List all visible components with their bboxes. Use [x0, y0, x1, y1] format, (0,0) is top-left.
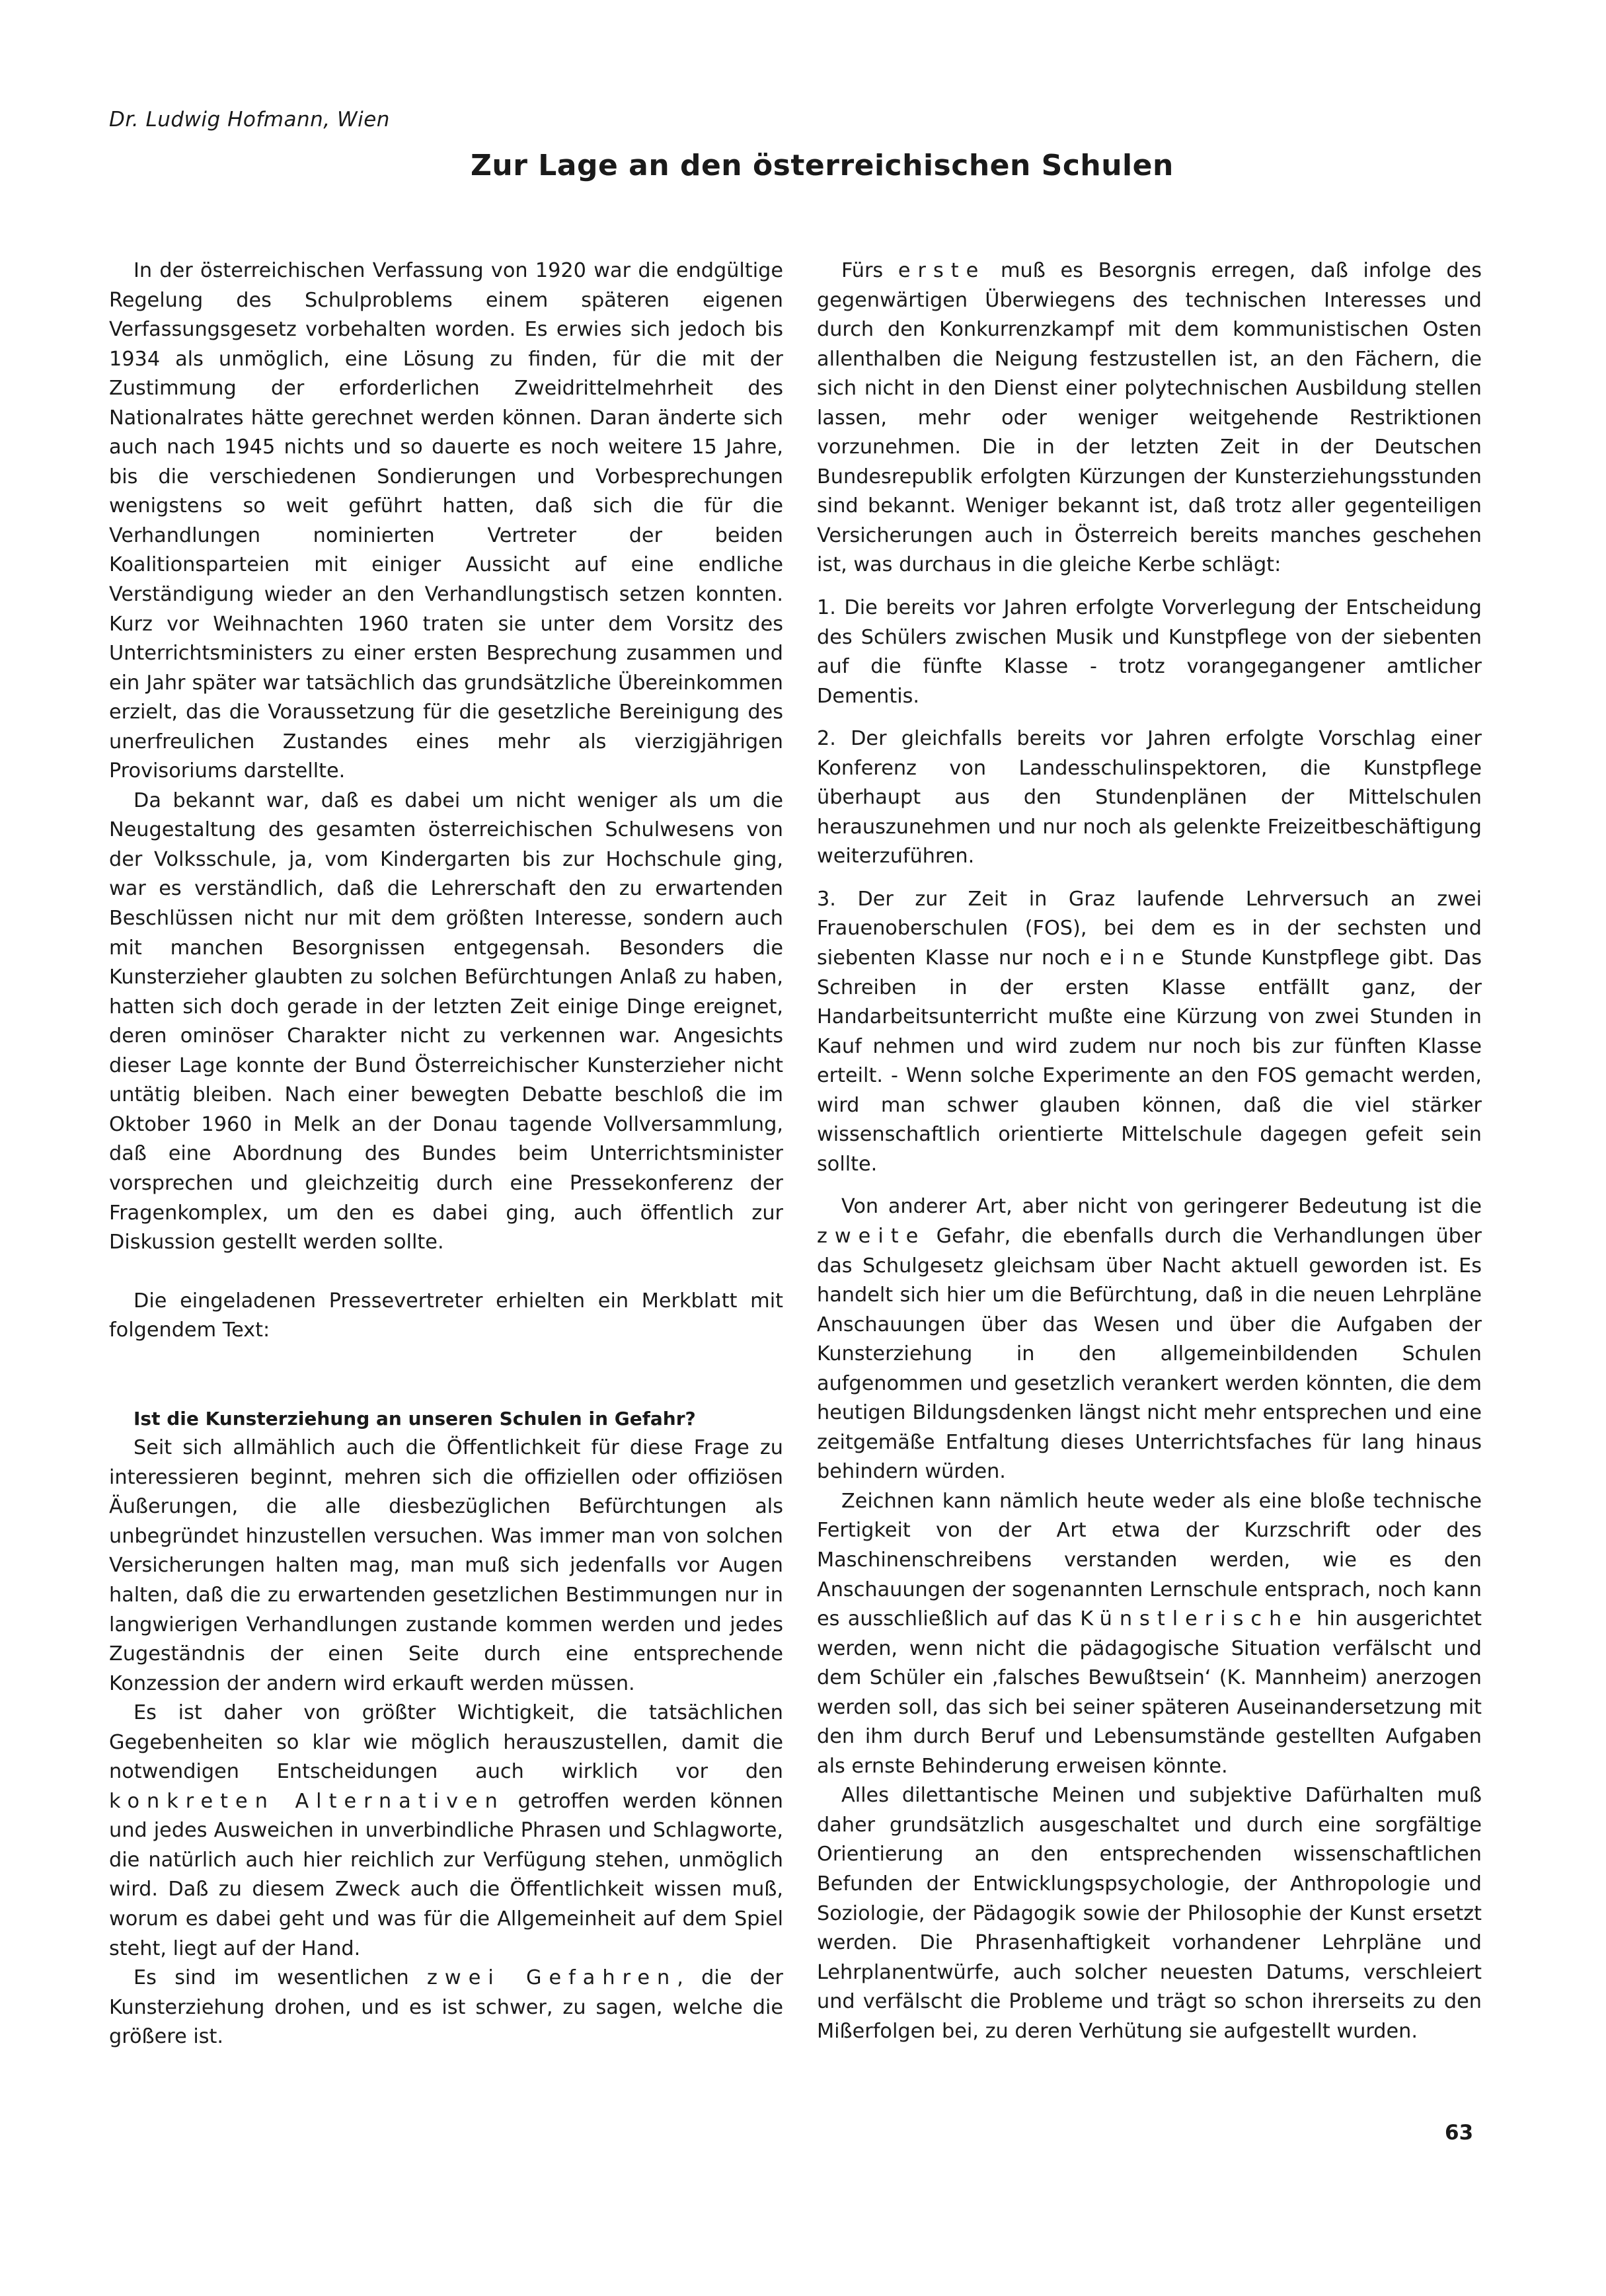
- list-item: [817, 885, 1482, 1179]
- paragraph: [109, 1699, 783, 1964]
- emphasis-spaced: Künstlerische: [1080, 1607, 1309, 1631]
- page-number: 63: [1445, 2121, 1474, 2145]
- text-run: Stunde Kunstpflege gibt. Das Schreiben in der ersten Klasse entfällt ganz, der Handarbeitsunterricht mußte eine Kürzung von zwei Stunden in Kauf nehmen und wird zudem nur noch bis zur fünften Klasse erteilt. - Wenn solche Experimente an den FOS gemacht werden, wird man schwer glauben können, daß die viel stärker wissenschaftlich orientierte Mittelschule dagegen gefeit sein sollte.: [817, 946, 1482, 1176]
- emphasis-spaced: zweite: [817, 1224, 926, 1248]
- paragraph: [817, 256, 1482, 580]
- text-run: Zeichnen kann nämlich heute weder als eine bloße technische Fertigkeit von der Art etwa der Kurzschrift oder des Maschinenschreibens verstanden werden, wie es den Anschauungen der sogenannten Lernschule entsprach, noch kann es ausschließlich auf das: [817, 1489, 1482, 1631]
- text-run: Von anderer Art, aber nicht von geringerer Bedeutung ist die: [841, 1195, 1482, 1219]
- text-run: Es ist daher von größter Wichtigkeit, die tatsächlichen Gegebenheiten so klar wie möglich herauszustellen, damit die notwendigen Entscheidungen auch wirklich vor den: [109, 1701, 783, 1784]
- text-run: Gefahr, die ebenfalls durch die Verhandlungen über das Schulgesetz gleichsam über Nacht aktuell geworden ist. Es handelt sich hier um die Befürchtung, daß in die neuen Lehrpläne Anschauungen über das Wesen und über die Aufgaben der Kunsterziehung in den allgemeinbildenden Schulen aufgenommen und gesetzlich verankert werden könnten, die dem heutigen Bildungsdenken längst nicht mehr entsprechen und eine zeitgemäße Entfaltung dieses Unterrichtsfaches für lang hinaus behindern würden.: [817, 1224, 1482, 1484]
- list-item: 1. Die bereits vor Jahren erfolgte Vorverlegung der Entscheidung des Schülers zwischen Musik und Kunstpflege von der siebenten auf die fünfte Klasse - trotz vorangegangener amtlicher Dementis.: [817, 596, 1482, 708]
- emphasis-spaced: konkreten Alternativen: [109, 1789, 505, 1813]
- text-run: 3. Der zur Zeit in Graz laufende Lehrversuch an zwei Frauenoberschulen (FOS), bei dem es in der sechsten und siebenten Klasse nur noch: [817, 887, 1482, 970]
- paragraph: Seit sich allmählich auch die Öffentlichkeit für diese Frage zu interessieren beginnt, mehren sich die offiziellen oder offiziösen Äußerungen, die alle diesbezüglichen Befürchtungen als unbegründet hinzustellen versuchen. Was immer man von solchen Versicherungen halten mag, man muß sich jedenfalls vor Augen halten, daß die zu erwartenden gesetzlichen Bestimmungen nur in langwierigen Verhandlungen zustande kommen werden und jedes Zugeständnis der einen Seite durch eine entsprechende Konzession der andern wird erkauft werden müssen.: [109, 1436, 783, 1695]
- emphasis-spaced: eine: [1099, 946, 1172, 970]
- text-run: die der Kunsterziehung drohen, und es ist schwer, zu sagen, welche die größere ist.: [109, 1966, 783, 2049]
- text-run: Fürs: [841, 259, 884, 282]
- text-run: hin ausgerichtet werden, wenn nicht die pädagogische Situation verfälscht und dem Schüler ein ‚falsches Bewußtsein‘ (K. Mannheim) anerzogen werden soll, das sich bei seiner späteren Auseinandersetzung mit den ihm durch Beruf und Lebensumstände gestellten Aufgaben als ernste Behinderung erweisen könnte.: [817, 1607, 1482, 1778]
- list-item: 2. Der gleichfalls bereits vor Jahren erfolgte Vorschlag einer Konferenz von Landesschulinspektoren, die Kunstpflege überhaupt aus den Stundenplänen der Mittelschulen herauszunehmen und nur noch als gelenkte Freizeitbeschäftigung weiterzuführen.: [817, 727, 1482, 868]
- paragraph: Da bekannt war, daß es dabei um nicht weniger als um die Neugestaltung des gesamten österreichischen Schulwesens von der Volksschule, ja, vom Kindergarten bis zur Hochschule ging, war es verständlich, daß die Lehrerschaft den zu erwartenden Beschlüssen nicht nur mit dem größten Interesse, sondern auch mit manchen Besorgnissen entgegensah. Besonders die Kunsterzieher glaubten zu solchen Befürchtungen Anlaß zu haben, hatten sich doch gerade in der letzten Zeit einige Dinge ereignet, deren ominöser Charakter nicht zu verkennen war. Angesichts dieser Lage konnte der Bund Österreichischer Kunsterzieher nicht untätig bleiben. Nach einer bewegten Debatte beschloß die im Oktober 1960 in Melk an der Donau tagende Vollversammlung, daß eine Abordnung des Bundes beim Unterrichtsminister vorsprechen und gleichzeitig durch eine Pressekonferenz der Fragenkomplex, um den es dabei ging, auch öffentlich zur Diskussion gestellt werden sollte.: [109, 788, 783, 1254]
- article-title: Zur Lage an den österreichischen Schulen: [471, 149, 1174, 182]
- emphasis-spaced: zwei Gefahren: [427, 1966, 677, 1990]
- section-heading: Ist die Kunsterziehung an unseren Schulen in Gefahr?: [134, 1407, 696, 1430]
- text-run: Es sind im wesentlichen: [134, 1966, 409, 1990]
- right-column: [817, 256, 1482, 2046]
- paragraph: [817, 1487, 1482, 1781]
- paragraph: [817, 1192, 1482, 1486]
- paragraph: Alles dilettantische Meinen und subjektive Dafürhalten muß daher grundsätzlich ausgeschaltet und durch eine sorgfältige Orientierung an den entsprechenden wissenschaftlichen Befunden der Entwicklungspsychologie, der Anthropologie und Soziologie, der Pädagogik sowie der Philosophie der Kunst ersetzt werden. Die Phrasenhaftigkeit vorhandener Lehrpläne und Lehrplanentwürfe, auch solcher neuesten Datums, verschleiert und verfälscht die Probleme und trägt so schon ihrerseits zu den Mißerfolgen bei, zu deren Verhütung sie aufgestellt wurden.: [817, 1784, 1482, 2043]
- text-run: muß es Besorgnis erregen, daß infolge des gegenwärtigen Überwiegens des technischen Interesses und durch den Konkurrenzkampf mit dem kommunistischen Osten allenthalben die Neigung festzustellen ist, an den Fächern, die sich nicht in den Dienst einer polytechnischen Ausbildung stellen lassen, mehr oder weniger weitgehende Restriktionen vorzunehmen. Die in der letzten Zeit in der Deutschen Bundesrepublik erfolgten Kürzungen der Kunsterziehungsstunden sind bekannt. Weniger bekannt ist, daß trotz aller gegenteiligen Versicherungen auch in Österreich bereits manches geschehen ist, was durchaus in die gleiche Kerbe schlägt:: [817, 259, 1482, 577]
- paragraph: Die eingeladenen Pressevertreter erhielten ein Merkblatt mit folgendem Text:: [109, 1289, 783, 1342]
- author-line: Dr. Ludwig Hofmann, Wien: [109, 108, 390, 132]
- left-column: [109, 256, 783, 2052]
- paragraph: In der österreichischen Verfassung von 1920 war die endgültige Regelung des Schulproblems einem späteren eigenen Verfassungsgesetz vorbehalten worden. Es erwies sich jedoch bis 1934 als unmöglich, eine Lösung zu finden, für die mit der Zustimmung der erforderlichen Zweidrittelmehrheit des Nationalrates hätte gerechnet werden können. Daran änderte sich auch nach 1945 nichts und so dauerte es noch weitere 15 Jahre, bis die verschiedenen Sondierungen und Vorbesprechungen wenigstens so weit geführt hatten, daß sich die für die Verhandlungen nominierten Vertreter der beiden Koalitionsparteien mit einiger Aussicht auf eine endliche Verständigung wieder an den Verhandlungstisch setzen konnten. Kurz vor Weihnachten 1960 traten sie unter dem Vorsitz des Unterrichtsministers zu einer ersten Besprechung zusammen und ein Jahr später war tatsächlich das grundsätzliche Übereinkommen erzielt, das die Voraussetzung für die gesetzliche Bereinigung des unerfreulichen Zustandes eines mehr als vierzigjährigen Provisoriums darstellte.: [109, 259, 783, 783]
- text-run: getroffen werden können und jedes Ausweichen in unverbindliche Phrasen und Schlagworte, die natürlich auch hier reichlich zur Verfügung stehen, unmöglich wird. Daß zu diesem Zweck auch die Öffentlichkeit wissen muß, worum es dabei geht und was für die Allgemeinheit auf dem Spiel steht, liegt auf der Hand.: [109, 1789, 783, 1960]
- emphasis-spaced: erste: [898, 259, 986, 282]
- paragraph: Es sind im wesentlichen zwei Gefahren, die der Kunsterziehung drohen, und es ist schwer, zu sagen, welche die größere ist.: [109, 1966, 783, 2049]
